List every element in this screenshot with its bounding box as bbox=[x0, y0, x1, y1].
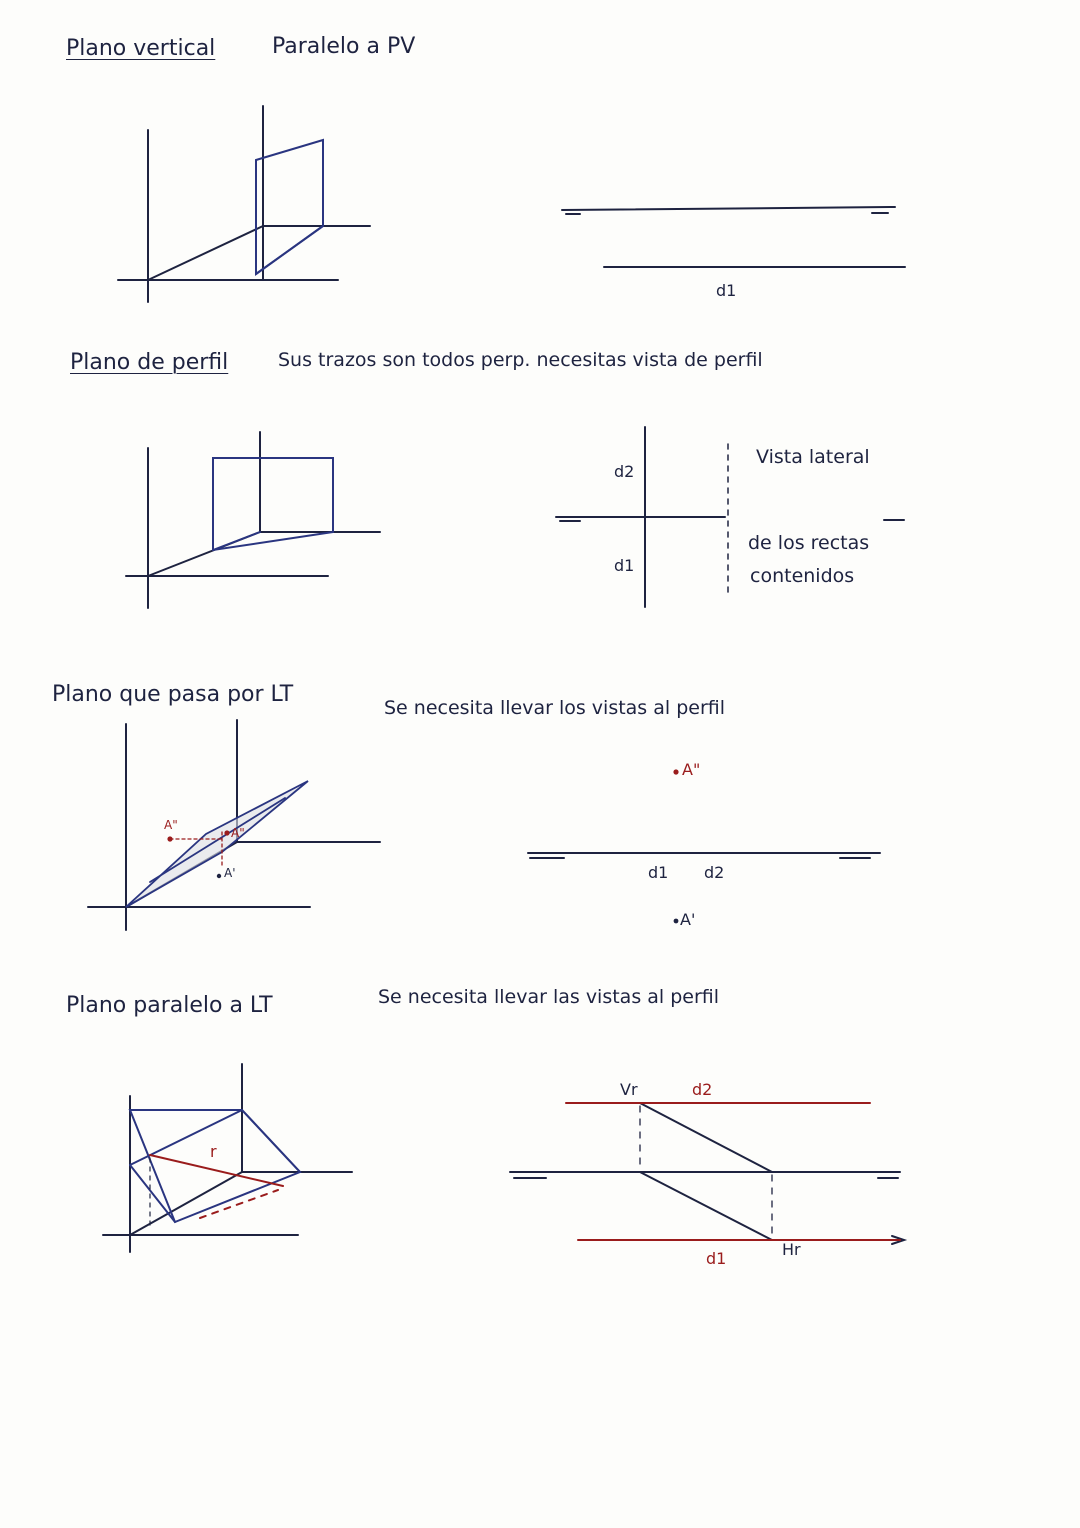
s1-vertical-plane bbox=[256, 140, 323, 274]
s4-plane bbox=[130, 1110, 300, 1222]
s2-label-d1: d1 bbox=[614, 556, 635, 575]
s3-label-a1-right: A' bbox=[680, 910, 696, 929]
section-2-note: Sus trazos son todos perp. necesitas vista de perfil bbox=[278, 349, 763, 371]
section-3-note: Se necesita llevar los vistas al perfil bbox=[384, 697, 726, 719]
s4-label-r: r bbox=[210, 1142, 217, 1161]
s2-side-note-2: de los rectas bbox=[748, 532, 870, 554]
s2-side-note-1: Vista lateral bbox=[756, 446, 870, 468]
s4-3d-sketch bbox=[103, 1064, 352, 1252]
s3-label-a2-left: A" bbox=[164, 818, 178, 832]
s2-traces bbox=[556, 427, 725, 607]
section-4-title: Plano paralelo a LT bbox=[66, 993, 273, 1018]
section-1-subtitle: Paralelo a PV bbox=[272, 34, 416, 59]
s3-label-d2: d2 bbox=[704, 863, 725, 882]
s3-plane bbox=[126, 781, 308, 907]
s2-side-note-3: contenidos bbox=[750, 565, 855, 587]
s3-label-d1: d1 bbox=[648, 863, 669, 882]
s3-label-a2-right: A" bbox=[682, 760, 701, 779]
s4-label-d1: d1 bbox=[706, 1249, 727, 1268]
s4-lt-line bbox=[510, 1172, 900, 1178]
s3-label-a-left: A" bbox=[231, 826, 245, 840]
s4-label-vr: Vr bbox=[620, 1080, 638, 1099]
s4-label-hr: Hr bbox=[782, 1240, 801, 1259]
section-2-title: Plano de perfil bbox=[70, 350, 229, 375]
s1-3d-sketch bbox=[118, 106, 370, 302]
section-1-title: Plano vertical bbox=[66, 36, 216, 61]
s2-label-d2: d2 bbox=[614, 462, 635, 481]
section-4-note: Se necesita llevar las vistas al perfil bbox=[378, 986, 720, 1008]
s1-label-d1: d1 bbox=[716, 281, 737, 300]
s3-lt-line bbox=[528, 853, 880, 858]
s2-profile-plane bbox=[213, 458, 333, 550]
s1-traces bbox=[562, 207, 905, 267]
s3-points-ink bbox=[217, 874, 679, 924]
s3-label-a1-left: A' bbox=[224, 866, 236, 880]
section-3-title: Plano que pasa por LT bbox=[52, 682, 294, 707]
s4-label-d2: d2 bbox=[692, 1080, 713, 1099]
s4-line-r-hidden bbox=[200, 1190, 278, 1218]
